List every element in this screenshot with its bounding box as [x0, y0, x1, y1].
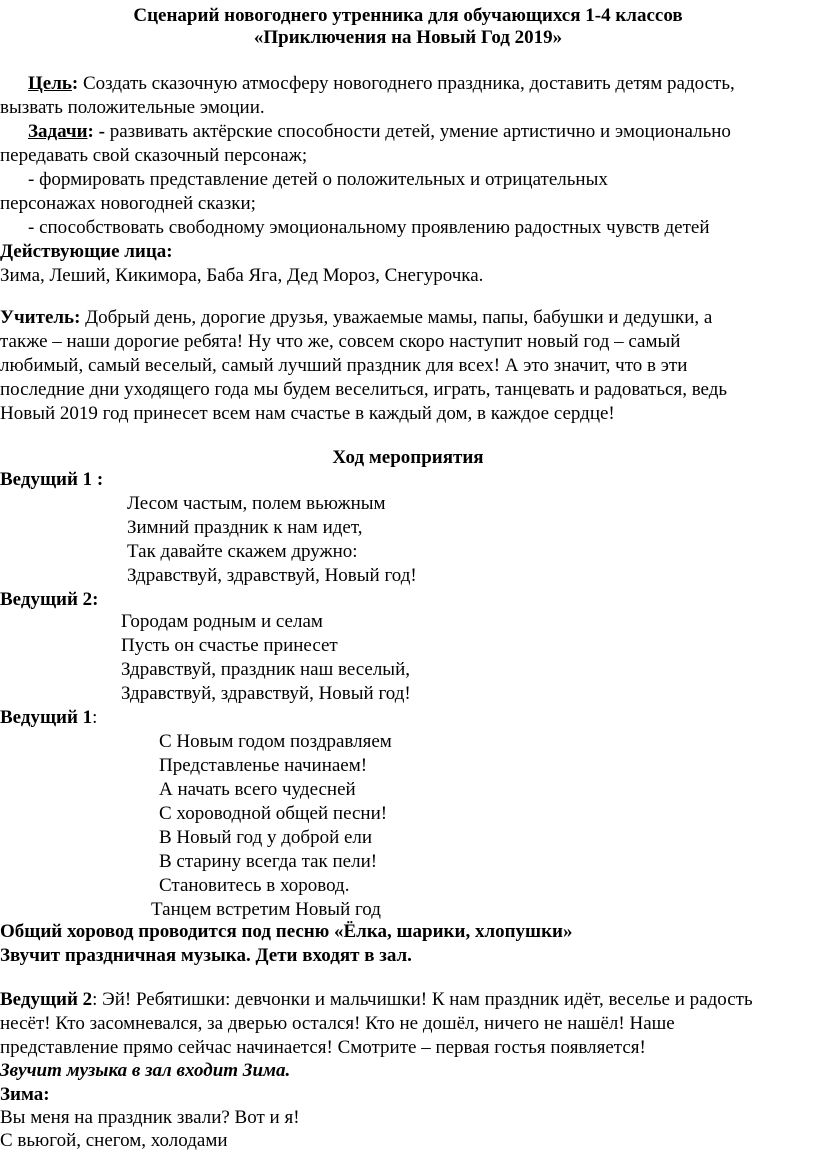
goal-paragraph	[28, 72, 735, 96]
host2b-text-2: несёт! Кто засомневался, за дверью остался! Кто не дошёл, ничего не нашёл! Наше	[0, 1013, 675, 1034]
host1b-verse-line: В Новый год у доброй ели	[159, 827, 373, 848]
goal-text-1: Создать сказочную атмосферу новогоднего праздника, доставить детям радость,	[78, 73, 735, 94]
host1b-colon: :	[92, 707, 98, 728]
host2b-text-3: представление прямо сейчас начинается! Смотрите – первая гостья появляется!	[0, 1037, 646, 1058]
winter-line-2: С вьюгой, снегом, холодами	[0, 1130, 228, 1151]
host1b-verse-line: А начать всего чудесней	[159, 779, 356, 800]
host2a-verse-line: Городам родным и селам	[121, 611, 323, 632]
stage-direction-1: Общий хоровод проводится под песню «Ёлка, шарики, хлопушки»	[0, 921, 573, 942]
host2b-paragraph	[0, 988, 753, 1012]
teacher-text-5: Новый 2019 год принесет всем нам счастье в каждый дом, в каждое сердце!	[0, 403, 615, 424]
tasks-paragraph	[28, 120, 731, 144]
goal-label: Цель	[28, 73, 72, 94]
host2b-text-1: : Эй! Ребятишки: девчонки и мальчишки! К нам праздник идёт, веселье и радость	[92, 989, 753, 1010]
stage-direction-2: Звучит праздничная музыка. Дети входят в зал.	[0, 945, 412, 966]
host1b-verse-line: Танцем встретим Новый год	[151, 899, 381, 920]
host2a-label: Ведущий 2:	[0, 589, 99, 610]
characters-label: Действующие лица:	[0, 241, 173, 262]
teacher-text-3: любимый, самый веселый, самый лучший праздник для всех! А это значит, что в эти	[0, 355, 688, 376]
host2a-verse-line: Здравствуй, здравствуй, Новый год!	[121, 683, 411, 704]
host1b-label: Ведущий 1	[0, 707, 93, 728]
teacher-text-2: также – наши дорогие ребята! Ну что же, совсем скоро наступит новый год – самый	[0, 331, 681, 352]
tasks-item-3: - способствовать свободному эмоциональному проявлению радостных чувств детей	[28, 217, 710, 238]
tasks-text-1: развивать актёрские способности детей, умение артистично и эмоционально	[104, 121, 731, 142]
host1a-verse-line: Так давайте скажем дружно:	[127, 541, 358, 562]
tasks-separator: : -	[87, 121, 105, 142]
host1a-label: Ведущий 1 :	[0, 469, 104, 490]
host2b-label: Ведущий 2	[0, 989, 93, 1010]
host1b-verse-line: В старину всегда так пели!	[159, 851, 378, 872]
host1a-verse-line: Здравствуй, здравствуй, Новый год!	[127, 565, 417, 586]
teacher-label: Учитель:	[0, 307, 81, 328]
title-line-1: Сценарий новогоднего утренника для обучающихся 1-4 классов	[133, 5, 683, 26]
goal-colon: :	[71, 73, 79, 94]
tasks-item-2b: персонажах новогодней сказки;	[0, 193, 256, 214]
host1a-verse-line: Лесом частым, полем вьюжным	[127, 493, 386, 514]
host1b-verse-line: Представленье начинаем!	[159, 755, 368, 776]
teacher-text-4: последние дни уходящего года мы будем веселиться, играть, танцевать и радоваться, ведь	[0, 379, 728, 400]
tasks-label: Задачи	[28, 121, 88, 142]
course-heading: Ход мероприятия	[332, 447, 484, 468]
characters-list: Зима, Леший, Кикимора, Баба Яга, Дед Мороз, Снегурочка.	[0, 265, 484, 286]
host2a-verse-line: Пусть он счастье принесет	[121, 635, 338, 656]
title-line-2: «Приключения на Новый Год 2019»	[253, 27, 563, 48]
teacher-text-1: Добрый день, дорогие друзья, уважаемые мамы, папы, бабушки и дедушки, а	[80, 307, 713, 328]
host1b-label-line	[0, 706, 97, 730]
tasks-text-2: передавать свой сказочный персонаж;	[0, 145, 308, 166]
teacher-paragraph	[0, 306, 712, 330]
tasks-item-2a: - формировать представление детей о положительных и отрицательных	[28, 169, 608, 190]
winter-label: Зима:	[0, 1084, 50, 1105]
host1a-verse-line: Зимний праздник к нам идет,	[127, 517, 363, 538]
goal-text-2: вызвать положительные эмоции.	[0, 97, 265, 118]
host1b-verse-line: С хороводной общей песни!	[159, 803, 388, 824]
winter-line-1: Вы меня на праздник звали? Вот и я!	[0, 1107, 300, 1128]
host1b-verse-line: Становитесь в хоровод.	[159, 875, 350, 896]
host1b-verse-line: С Новым годом поздравляем	[159, 731, 392, 752]
stage-direction-3: Звучит музыка в зал входит Зима.	[0, 1060, 291, 1081]
host2a-verse-line: Здравствуй, праздник наш веселый,	[121, 659, 410, 680]
